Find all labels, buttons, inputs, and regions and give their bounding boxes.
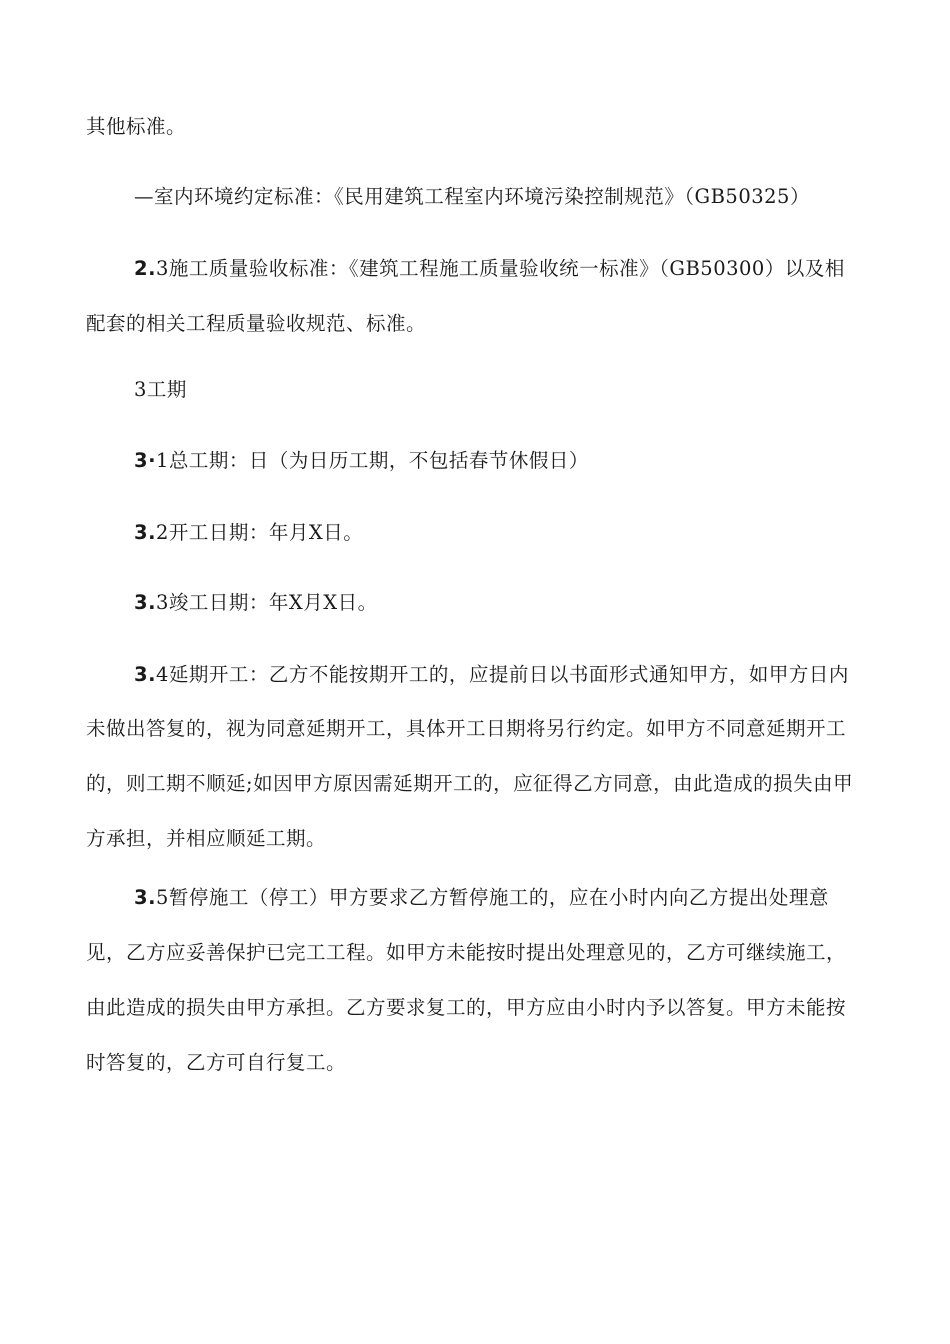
clause-number: 3. [134,886,156,909]
clause-number: 2. [134,257,156,280]
clause-number: 3. [134,663,156,686]
paragraph-3-2-start-date [134,505,872,560]
clause-number: 3· [134,449,156,472]
paragraph-text: 的，则工期不顺延;如因甲方原因需延期开工的，应征得乙方同意，由此造成的损失由甲 [86,772,854,795]
paragraph-text: 2开工日期：年月X日。 [155,521,364,544]
paragraph-line [134,241,872,296]
paragraph-line [86,925,872,980]
paragraph-text: 5暂停施工（停工）甲方要求乙方暂停施工的，应在小时内向乙方提出处理意 [155,886,829,909]
paragraph-line [86,756,872,811]
paragraph-text: 1总工期：日（为日历工期，不包括春节休假日） [155,449,589,472]
paragraph-line [134,870,872,925]
paragraph-text: 4延期开工：乙方不能按期开工的，应提前日以书面形式通知甲方，如甲方日内 [155,663,849,686]
section-heading-text: 3工期 [134,378,187,401]
paragraph-line [86,296,872,351]
paragraph-text: 3施工质量验收标准：《建筑工程施工质量验收统一标准》（GB50300）以及相 [155,257,845,280]
paragraph-text: 其他标准。 [86,115,187,138]
paragraph-3-3-completion-date [134,575,872,630]
section-heading-schedule [134,362,872,417]
paragraph-other-standards [86,99,872,154]
clause-number: 3. [134,591,156,614]
clause-number: 3. [134,521,156,544]
paragraph-text: 配套的相关工程质量验收规范、标准。 [86,312,427,335]
paragraph-indoor-environment-standard [134,169,872,224]
paragraph-3-1-total-duration [134,433,872,488]
paragraph-line [86,701,872,756]
paragraph-text: 时答复的，乙方可自行复工。 [86,1051,347,1074]
paragraph-line [86,980,872,1035]
paragraph-text: 由此造成的损失由甲方承担。乙方要求复工的，甲方应由小时内予以答复。甲方未能按 [86,996,847,1019]
paragraph-line [86,811,872,866]
paragraph-line [86,1035,872,1090]
paragraph-text: 3竣工日期：年X月X日。 [155,591,378,614]
paragraph-text: 方承担，并相应顺延工期。 [86,827,327,850]
paragraph-line [134,647,872,702]
paragraph-text: —室内环境约定标准：《民用建筑工程室内环境污染控制规范》（GB50325） [134,185,810,208]
paragraph-text: 未做出答复的，视为同意延期开工，具体开工日期将另行约定。如甲方不同意延期开工 [86,717,847,740]
paragraph-text: 见，乙方应妥善保护已完工工程。如甲方未能按时提出处理意见的，乙方可继续施工， [86,941,847,964]
